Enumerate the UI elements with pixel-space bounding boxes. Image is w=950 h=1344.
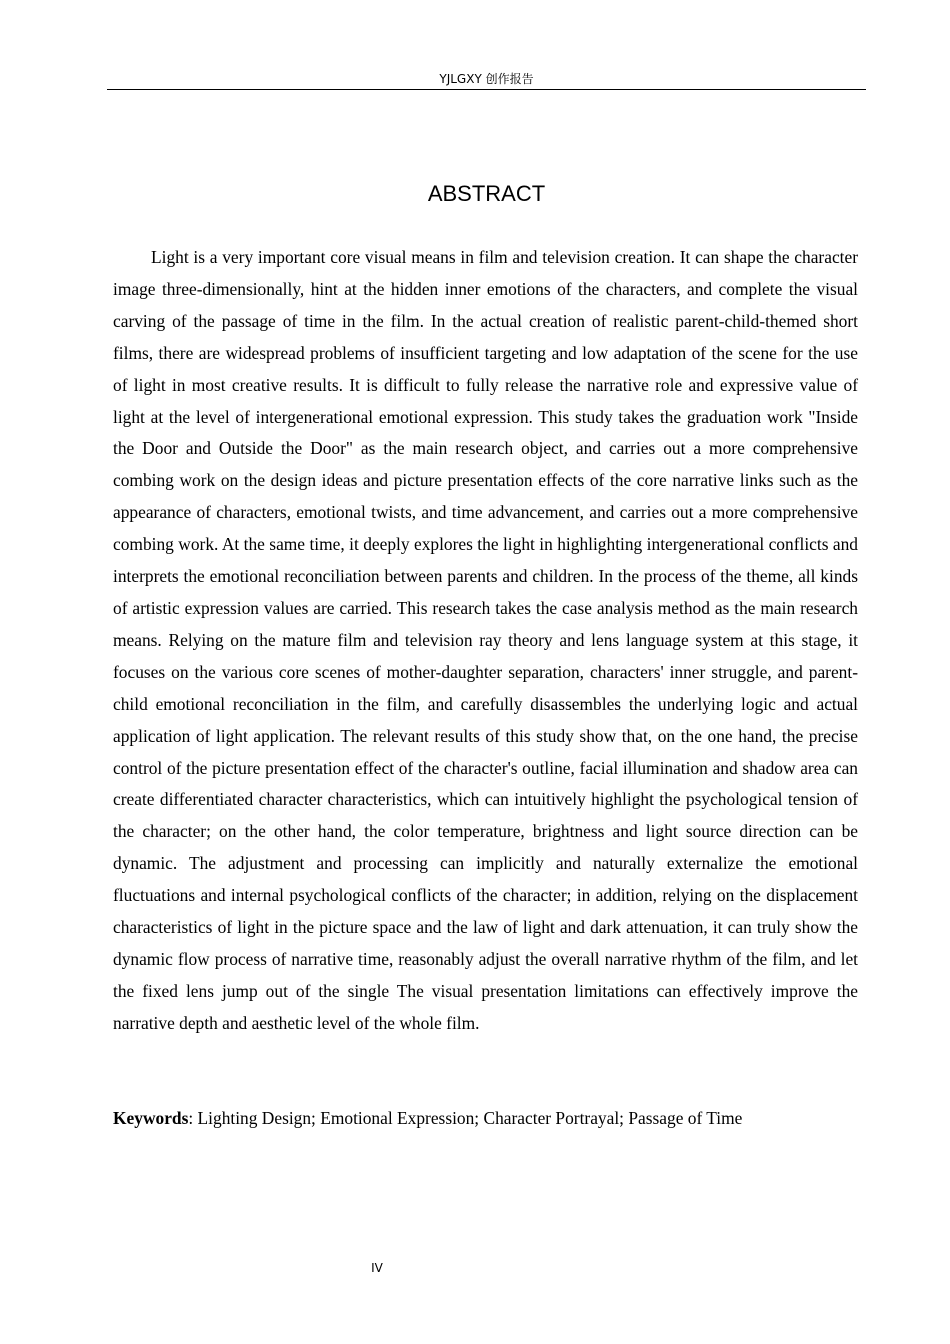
abstract-body: Light is a very important core visual means in film and television creation. It can shape the character image three-dimensionally, hint at the hidden inner emotions of the characters, and complete the visual carving of the passage of time in the film. In the actual creation of realistic parent-child-themed short films, there are widespread problems of insufficient targeting and low adaptation of the scene for the use of light in most creative results. It is difficult to fully release the narrative role and expressive value of light at the level of intergenerational emotional expression. This study takes the graduation work "Inside the Door and Outside the Door" as the main research object, and carries out a more comprehensive combing work on the design ideas and picture presentation effects of the core narrative links such as the appearance of characters, emotional twists, and time advancement, and carries out a more comprehensive combing work. At the same time, it deeply explores the light in highlighting intergenerational conflicts and interprets the emotional reconciliation between parents and children. In the process of the theme, all kinds of artistic expression values are carried. This research takes the case analysis method as the main research means. Relying on the mature film and television ray theory and lens language system at this stage, it focuses on the various core scenes of mother-daughter separation, characters' inner struggle, and parent-child emotional reconciliation in the film, and carefully disassembles the underlying logic and actual application of light application. The relevant results of this study show that, on the one hand, the precise control of the picture presentation effect of the character's outline, facial illumination and shadow area can create differentiated character characteristics, which can intuitively highlight the psychological tension of the character; on the other hand, the color temperature, brightness and light source direction can be dynamic. The adjustment and processing can implicitly and naturally externalize the emotional fluctuations and internal psychological conflicts of the character; in addition, relying on the displacement characteristics of light in the picture space and the law of light and dark attenuation, it can truly show the dynamic flow process of narrative time, reasonably adjust the overall narrative rhythm of the film, and let the fixed lens jump out of the single The visual presentation limitations can effectively improve the narrative depth and aesthetic level of the whole film. (113, 247, 858, 1033)
abstract-heading: ABSTRACT (427, 181, 546, 206)
keywords-line (113, 1103, 858, 1135)
page-header (107, 70, 866, 90)
keywords-text: : Lighting Design; Emotional Expression; Character Portrayal; Passage of Time (188, 1108, 743, 1128)
header-title: YJLGXY 创作报告 (439, 72, 534, 86)
page-number: IV (371, 1261, 383, 1275)
keywords-label: Keywords (113, 1108, 189, 1128)
